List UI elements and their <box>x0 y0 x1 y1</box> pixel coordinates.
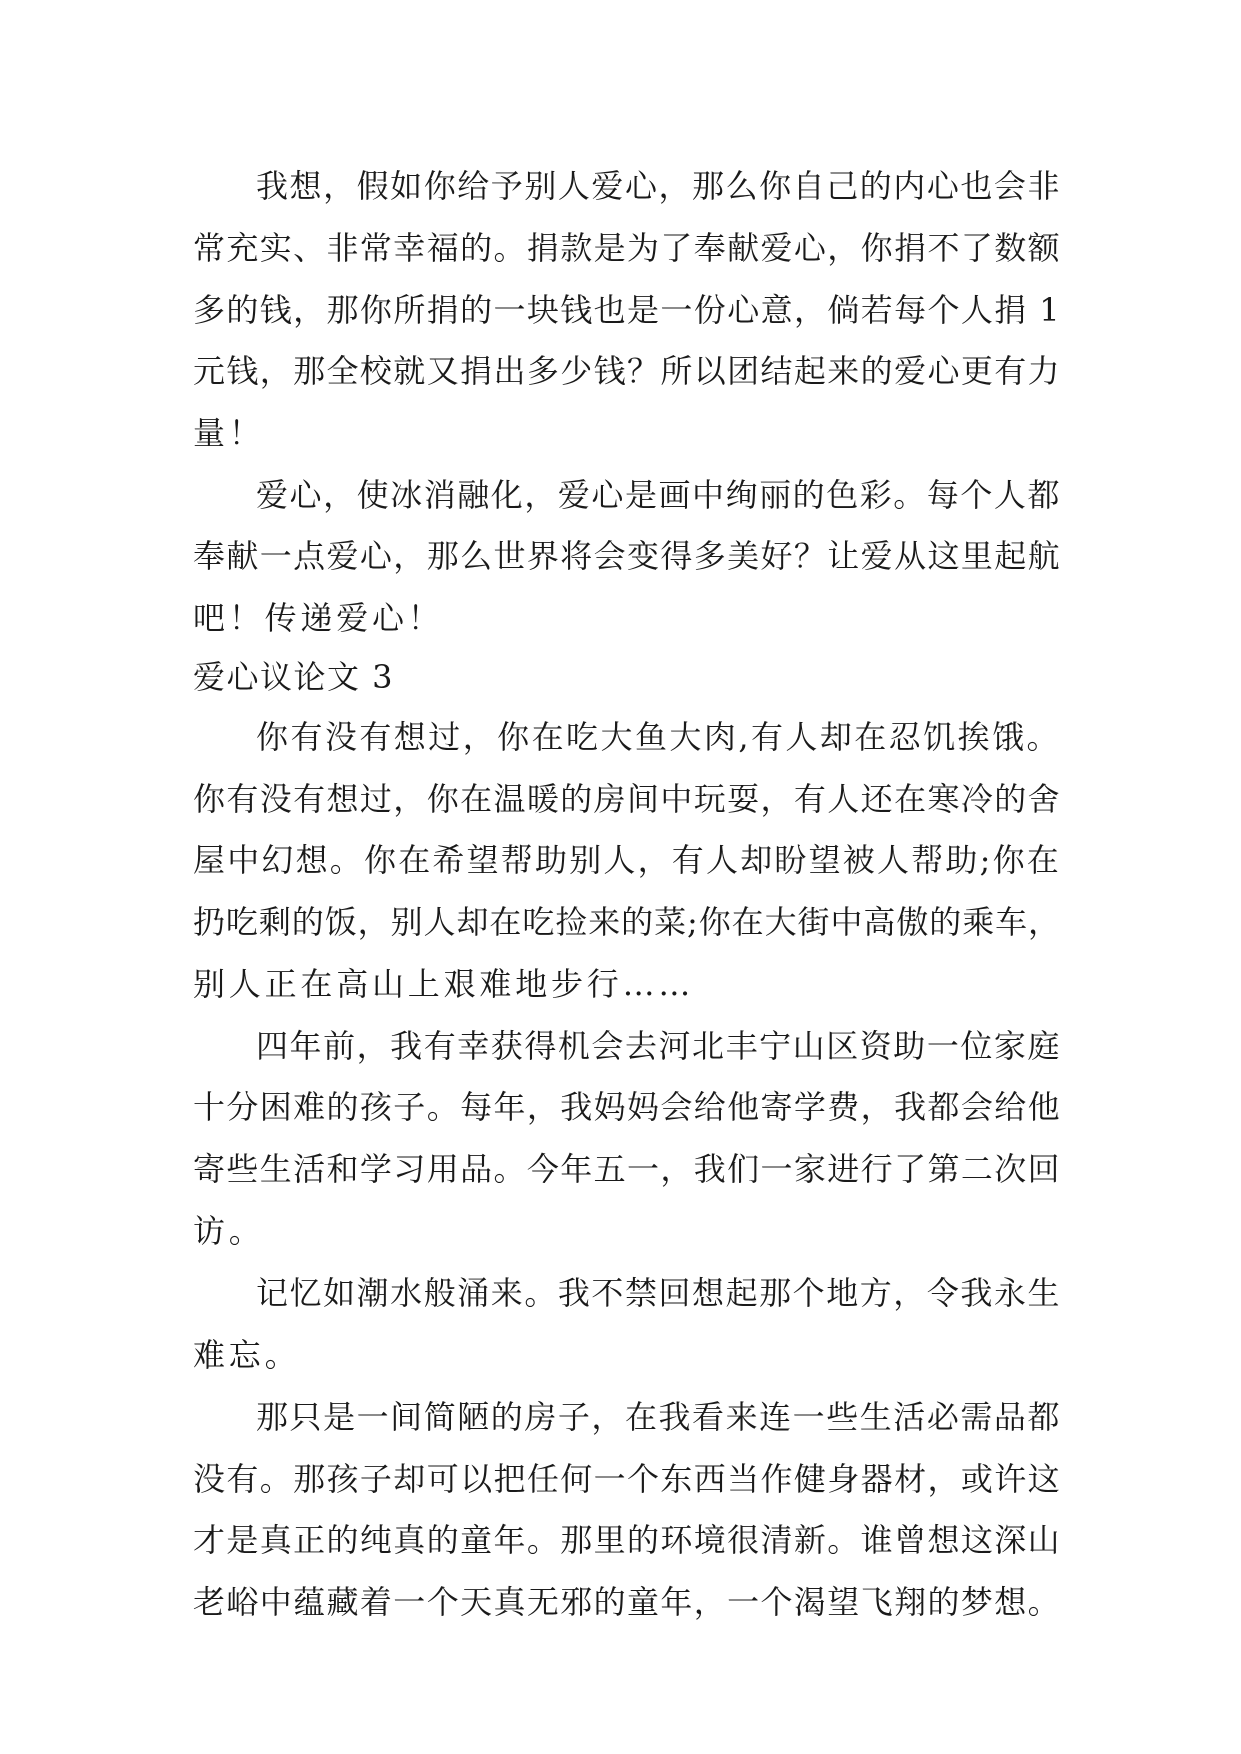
paragraph-line: 才是真正的纯真的童年。那里的环境很清新。谁曾想这深山 <box>193 1521 1061 1559</box>
paragraph-line: 元钱，那全校就又捐出多少钱？所以团结起来的爱心更有力 <box>193 352 1061 390</box>
paragraph-line: 爱心，使冰消融化，爱心是画中绚丽的色彩。每个人都 <box>256 476 1061 514</box>
paragraph-line: 四年前，我有幸获得机会去河北丰宁山区资助一位家庭 <box>256 1027 1061 1065</box>
paragraph-line: 你有没有想过，你在吃大鱼大肉,有人却在忍饥挨饿。 <box>256 718 1061 756</box>
paragraph-line: 吧！传递爱心！ <box>193 599 444 637</box>
paragraph-line: 寄些生活和学习用品。今年五一，我们一家进行了第二次回 <box>193 1150 1061 1188</box>
paragraph-line: 屋中幻想。你在希望帮助别人，有人却盼望被人帮助;你在 <box>193 841 1061 879</box>
paragraph-line: 没有。那孩子却可以把任何一个东西当作健身器材，或许这 <box>193 1460 1061 1498</box>
paragraph-line: 十分困难的孩子。每年，我妈妈会给他寄学费，我都会给他 <box>193 1088 1061 1126</box>
paragraph-line: 多的钱，那你所捐的一块钱也是一份心意，倘若每个人捐 1 <box>193 291 1061 329</box>
paragraph-line: 难忘。 <box>193 1336 301 1374</box>
paragraph-line: 老峪中蕴藏着一个天真无邪的童年，一个渴望飞翔的梦想。 <box>193 1583 1061 1621</box>
paragraph-line: 常充实、非常幸福的。捐款是为了奉献爱心，你捐不了数额 <box>193 229 1061 267</box>
paragraph-line: 奉献一点爱心，那么世界将会变得多美好？让爱从这里起航 <box>193 537 1061 575</box>
paragraph-line: 我想，假如你给予别人爱心，那么你自己的内心也会非 <box>256 167 1061 205</box>
paragraph-line: 访。 <box>193 1212 265 1250</box>
paragraph-line: 记忆如潮水般涌来。我不禁回想起那个地方，令我永生 <box>256 1274 1061 1312</box>
paragraph-line: 别人正在高山上艰难地步行…… <box>193 965 695 1003</box>
paragraph-line: 量！ <box>193 414 265 452</box>
paragraph-line: 你有没有想过，你在温暖的房间中玩耍，有人还在寒冷的舍 <box>193 780 1061 818</box>
section-heading: 爱心议论文 3 <box>193 658 395 696</box>
paragraph-line: 那只是一间简陋的房子，在我看来连一些生活必需品都 <box>256 1398 1061 1436</box>
paragraph-line: 扔吃剩的饭，别人却在吃捡来的菜;你在大街中高傲的乘车， <box>193 903 1061 941</box>
